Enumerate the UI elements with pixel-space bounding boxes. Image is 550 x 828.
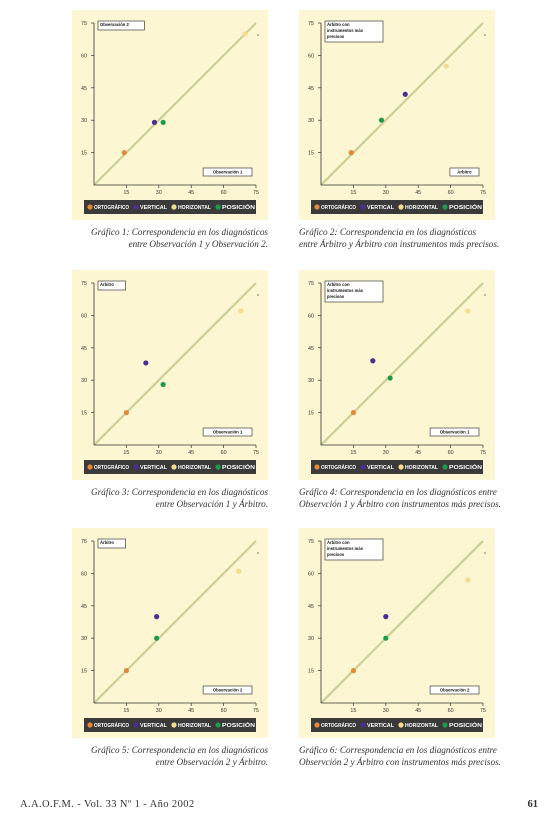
y-tick-label: 45: [308, 345, 314, 352]
x-tick-label: 15: [350, 708, 357, 714]
legend-label: HORIZONTAL: [405, 465, 439, 471]
diagonal-line: [94, 541, 256, 703]
legend-label: POSICIÓN: [222, 465, 248, 471]
legend-label: POSICIÓN: [449, 205, 475, 211]
chart-panel: [72, 528, 268, 738]
x-tick-label: 60: [447, 190, 454, 196]
legend-label: HORIZONTAL: [405, 723, 439, 729]
y-tick-label: 15: [81, 410, 87, 417]
data-point-vertical: [154, 614, 159, 619]
data-point-ortográfico: [349, 150, 354, 155]
legend-label: POSICIÓN: [222, 723, 248, 729]
x-tick-label: 60: [220, 190, 227, 196]
chart-panel: [72, 270, 268, 480]
legend-label: POSICIÓN: [222, 205, 248, 211]
legend-marker: [442, 464, 447, 469]
x-axis-label: Observación 1: [212, 429, 243, 435]
y-axis-label: precisos: [327, 294, 345, 299]
chart-caption: [72, 745, 268, 768]
legend-label: HORIZONTAL: [178, 205, 212, 211]
scatter-chart: [72, 270, 268, 480]
legend-marker: [360, 722, 365, 727]
y-tick-label: 30: [308, 378, 314, 385]
caption-line-1: Gráfico 3: Correspondencia en los diagnósticos: [90, 487, 268, 497]
diagonal-line: [321, 541, 483, 703]
legend-marker: [87, 722, 92, 727]
caption-line-2: Observción 1 y Árbitro con instrumentos más precisos.: [299, 498, 501, 509]
caption-line-2: entre Observación 1 y Árbitro.: [155, 498, 268, 509]
legend-marker: [442, 204, 447, 209]
legend-label: VERTICAL: [140, 723, 168, 729]
y-tick-label: 15: [308, 668, 314, 675]
y-axis-label: precisos: [327, 552, 345, 557]
legend-label: HORIZONTAL: [405, 205, 439, 211]
legend-marker: [314, 464, 319, 469]
data-point-vertical: [370, 358, 375, 363]
x-tick-label: 30: [155, 450, 162, 456]
y-tick-label: 75: [81, 21, 87, 27]
data-point-vertical: [152, 120, 157, 125]
data-point-vertical: [403, 92, 408, 97]
scatter-chart: [72, 10, 268, 220]
caption-line-1: Gráfico 6: Correspondencia en los diagnósticos entre: [299, 745, 497, 755]
x-tick-label: 45: [188, 450, 195, 456]
legend-marker: [398, 464, 403, 469]
legend-marker: [215, 204, 220, 209]
legend-marker: [87, 464, 92, 469]
legend-label: HORIZONTAL: [178, 465, 212, 471]
data-point-posición: [383, 636, 388, 641]
y-tick-label: 60: [308, 53, 314, 60]
corner-dot: [484, 552, 485, 553]
caption-line-2: Observción 2 y Árbitro con instrumentos más precisos.: [299, 756, 501, 767]
x-tick-label: 15: [123, 450, 130, 456]
x-tick-label: 60: [220, 708, 227, 714]
y-tick-label: 30: [81, 378, 87, 385]
diagonal-line: [94, 23, 256, 185]
y-tick-label: 75: [81, 281, 87, 287]
legend-marker: [171, 722, 176, 727]
y-tick-label: 30: [81, 636, 87, 643]
y-tick-label: 60: [81, 313, 87, 320]
diagonal-line: [321, 283, 483, 445]
y-axis-label: Árbitro con: [327, 22, 350, 27]
x-axis-label: Observación 1: [439, 429, 470, 435]
y-tick-label: 30: [308, 636, 314, 643]
x-tick-label: 75: [253, 450, 259, 456]
x-axis-label: Observación 2: [439, 687, 470, 693]
data-point-horizontal: [238, 308, 243, 313]
x-tick-label: 75: [480, 190, 486, 196]
x-tick-label: 30: [382, 708, 389, 714]
legend-marker: [171, 464, 176, 469]
legend-label: VERTICAL: [367, 723, 395, 729]
data-point-horizontal: [465, 577, 470, 582]
y-tick-label: 60: [81, 571, 87, 578]
data-point-posición: [379, 118, 384, 123]
y-axis-label: Observación 2: [100, 22, 129, 27]
chart-panel: [72, 10, 268, 220]
y-axis-label: Árbitro: [100, 540, 114, 545]
caption-line-1: Gráfico 4: Correspondencia en los diagnósticos entre: [299, 487, 497, 497]
data-point-horizontal: [236, 569, 241, 574]
caption-line-2: entre Observación 2 y Árbitro.: [155, 756, 268, 767]
corner-dot: [257, 552, 258, 553]
legend-marker: [314, 204, 319, 209]
legend-marker: [133, 464, 138, 469]
corner-dot: [484, 34, 485, 35]
corner-dot: [257, 294, 258, 295]
legend-label: VERTICAL: [367, 465, 395, 471]
page-number: 61: [527, 799, 538, 810]
y-tick-label: 15: [308, 410, 314, 417]
x-axis-label: Observación 1: [212, 169, 243, 175]
legend-marker: [87, 204, 92, 209]
x-tick-label: 30: [382, 190, 389, 196]
y-axis-label: instrumentos más: [327, 28, 364, 33]
x-tick-label: 30: [155, 708, 162, 714]
y-axis-label: instrumentos más: [327, 546, 364, 551]
data-point-ortográfico: [351, 410, 356, 415]
y-tick-label: 45: [81, 85, 87, 92]
x-tick-label: 30: [382, 450, 389, 456]
y-tick-label: 30: [81, 118, 87, 125]
data-point-posición: [161, 120, 166, 125]
y-axis-label: instrumentos más: [327, 288, 364, 293]
data-point-horizontal: [243, 31, 248, 36]
scatter-chart: [299, 528, 495, 738]
data-point-ortográfico: [124, 410, 129, 415]
data-point-ortográfico: [122, 150, 127, 155]
x-tick-label: 45: [188, 708, 195, 714]
legend-marker: [360, 204, 365, 209]
legend-label: ORTOGRÁFICO: [321, 723, 361, 729]
diagonal-line: [321, 23, 483, 185]
legend-label: ORTOGRÁFICO: [94, 205, 134, 211]
chart-panel: [299, 270, 495, 480]
legend-marker: [133, 722, 138, 727]
y-tick-label: 75: [308, 539, 314, 545]
legend-marker: [215, 722, 220, 727]
scatter-chart: [299, 270, 495, 480]
data-point-vertical: [383, 614, 388, 619]
legend-label: VERTICAL: [140, 465, 168, 471]
y-tick-label: 45: [81, 603, 87, 610]
chart-panel: [299, 528, 495, 738]
chart-caption: [72, 487, 268, 510]
y-tick-label: 45: [308, 85, 314, 92]
x-tick-label: 75: [480, 450, 486, 456]
corner-dot: [484, 294, 485, 295]
data-point-ortográfico: [124, 668, 129, 673]
legend-marker: [314, 722, 319, 727]
x-tick-label: 60: [447, 450, 454, 456]
x-tick-label: 75: [253, 708, 259, 714]
x-tick-label: 45: [415, 708, 422, 714]
y-tick-label: 75: [308, 21, 314, 27]
y-tick-label: 15: [308, 150, 314, 157]
corner-dot: [257, 34, 258, 35]
legend-label: HORIZONTAL: [178, 723, 212, 729]
caption-line-1: Gráfico 1: Correspondencia en los diagnósticos: [90, 227, 268, 237]
legend-label: POSICIÓN: [449, 723, 475, 729]
y-tick-label: 60: [81, 53, 87, 60]
legend-marker: [215, 464, 220, 469]
y-tick-label: 30: [308, 118, 314, 125]
x-tick-label: 60: [447, 708, 454, 714]
x-tick-label: 45: [415, 450, 422, 456]
x-tick-label: 45: [188, 190, 195, 196]
legend-label: POSICIÓN: [449, 465, 475, 471]
x-tick-label: 75: [253, 190, 259, 196]
chart-caption: [72, 227, 268, 250]
caption-line-2: entre Observación 1 y Observación 2.: [128, 238, 268, 249]
x-tick-label: 15: [123, 708, 130, 714]
data-point-posición: [154, 636, 159, 641]
x-tick-label: 15: [123, 190, 130, 196]
legend-marker: [171, 204, 176, 209]
chart-panel: [299, 10, 495, 220]
data-point-posición: [388, 375, 393, 380]
scatter-chart: [72, 528, 268, 738]
x-tick-label: 75: [480, 708, 486, 714]
caption-line-1: Gráfico 2: Correspondencia en los diagnósticos: [299, 227, 477, 237]
legend-marker: [398, 204, 403, 209]
x-axis-label: Árbitro: [457, 169, 472, 175]
legend-marker: [360, 464, 365, 469]
x-tick-label: 30: [155, 190, 162, 196]
legend-label: ORTOGRÁFICO: [94, 723, 134, 729]
x-axis-label: Observación 2: [212, 687, 243, 693]
legend-label: VERTICAL: [140, 205, 168, 211]
x-tick-label: 15: [350, 190, 357, 196]
legend-label: VERTICAL: [367, 205, 395, 211]
caption-line-1: Gráfico 5: Correspondencia en los diagnósticos: [90, 745, 268, 755]
y-axis-label: Árbitro: [100, 282, 114, 287]
data-point-horizontal: [444, 64, 449, 69]
y-axis-label: Árbitro con: [327, 540, 350, 545]
caption-line-2: entre Árbitro y Árbitro con instrumentos más precisos.: [299, 238, 500, 249]
legend-label: ORTOGRÁFICO: [321, 465, 361, 471]
y-axis-label: precisos: [327, 34, 345, 39]
y-tick-label: 45: [81, 345, 87, 352]
legend-label: ORTOGRÁFICO: [94, 465, 134, 471]
y-tick-label: 15: [81, 150, 87, 157]
chart-caption: [299, 745, 501, 768]
data-point-horizontal: [465, 308, 470, 313]
x-tick-label: 45: [415, 190, 422, 196]
x-tick-label: 15: [350, 450, 357, 456]
chart-caption: [299, 227, 500, 250]
x-tick-label: 60: [220, 450, 227, 456]
legend-marker: [133, 204, 138, 209]
data-point-posición: [161, 382, 166, 387]
scatter-chart: [299, 10, 495, 220]
data-point-ortográfico: [351, 668, 356, 673]
y-tick-label: 60: [308, 571, 314, 578]
journal-footer: A.A.O.F.M. - Vol. 33 Nº 1 - Año 2002: [20, 799, 195, 810]
chart-caption: [299, 487, 501, 510]
y-tick-label: 75: [308, 281, 314, 287]
y-axis-label: Árbitro con: [327, 282, 350, 287]
y-tick-label: 60: [308, 313, 314, 320]
legend-marker: [442, 722, 447, 727]
y-tick-label: 75: [81, 539, 87, 545]
legend-marker: [398, 722, 403, 727]
legend-label: ORTOGRÁFICO: [321, 205, 361, 211]
y-tick-label: 45: [308, 603, 314, 610]
y-tick-label: 15: [81, 668, 87, 675]
diagonal-line: [94, 283, 256, 445]
data-point-vertical: [143, 360, 148, 365]
